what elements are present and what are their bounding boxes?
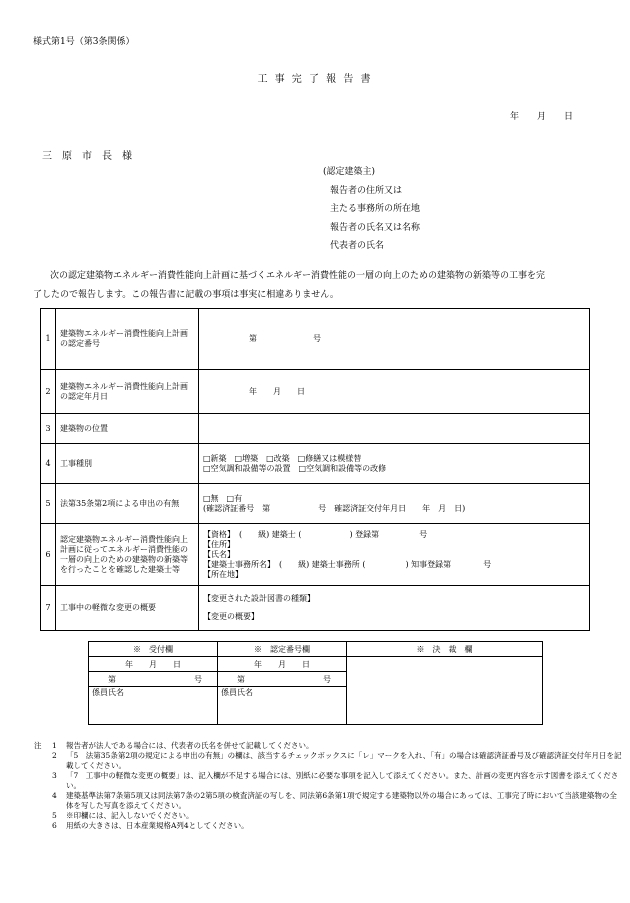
cert-number: 第 号	[218, 672, 347, 687]
row-value: □新築 □増築 □改築 □修繕又は模様替 □空気調和設備等の設置 □空気調和設備等の改修	[199, 444, 590, 484]
table-row	[41, 414, 590, 444]
form-label: 様式第1号（第3条関係）	[33, 37, 135, 47]
row-value: 【資格】 ( 級) 建築士 ( ) 登録第 号 【住所】 【氏名】 【建築士事務所名】 ( 級) 建築士事務所 ( ) 知事登録第 号 【所在地】	[199, 524, 590, 586]
receipt-date: 年 月 日	[89, 657, 218, 672]
note-text: 「7 工事中の軽微な変更の概要」は、記入欄が不足する場合には、別紙に必要な事項を記入して添えてください。また、計画の変更内容を示す図書を添えてください。	[66, 771, 619, 790]
row-label: 工事種別	[56, 444, 199, 484]
row-number: 4	[41, 444, 56, 484]
table-row	[41, 309, 590, 370]
row-value: 年 月 日	[199, 370, 590, 414]
row-number: 3	[41, 414, 56, 444]
receipt-number: 第 号	[89, 672, 218, 687]
table-row	[41, 444, 590, 484]
note-text: 建築基準法第7条第5項又は同法第7条の2第5項の検査済証の写しを、同法第6条第1項で規定する建築物以外の場合にあっては、工事完了時において当該建築物の全体を写した写真を添えてください。	[66, 791, 617, 810]
approval-area	[347, 657, 543, 725]
note-text: 報告者が法人である場合には、代表者の氏名を併せて記載してください。	[66, 741, 314, 750]
row-value: 【変更された設計図書の種類】 【変更の概要】	[199, 586, 590, 631]
note-text: 用紙の大きさは、日本産業規格A列4としてください。	[66, 821, 249, 830]
cert-number-header: ※ 認定番号欄	[218, 642, 347, 657]
notes: 注 1 報告者が法人である場合には、代表者の氏名を併せて記載してください。 2 「5 法第35条第2項の規定による申出の有無」の欄は、該当するチェックボックスに「レ」マークを入れ、「有」の場合は確認済証番号及び確認済証交付年月日を記載してください。 3 「7 工事中の軽微な変更の概要」は、記入欄が不足する場合には、別紙に必要な事項を記入して添えてください。また、計画の変更内容を示す図書を添えてください。 4 建築基準法第7条第5項又は同法第7条の2第5項の検査済証の写しを、同法第6条第1項で規定する建築物以外の場合にあっては、工事完了時において当該建築物の全体を写した写真を添えてください。 5 ※印欄には、記入しないでください。 6 用紙の大きさは、日本産業規格A列4としてください。	[34, 741, 622, 830]
report-table	[40, 308, 590, 631]
row-label: 建築物の位置	[56, 414, 199, 444]
applicant-line: 主たる事務所の所在地	[330, 204, 421, 214]
intro-line: 了したので報告します。この報告書に記載の事項は事実に相違ありません。	[33, 290, 339, 300]
row-number: 1	[41, 309, 56, 370]
row-label: 工事中の軽微な変更の概要	[56, 586, 199, 631]
row-label: 認定建築物エネルギー消費性能向上計画に従ってエネルギー消費性能の一層の向上のための建築物の新築等を行ったことを確認した建築士等	[56, 524, 199, 586]
approval-header: ※ 決 裁 欄	[347, 642, 543, 657]
receipt-header: ※ 受付欄	[89, 642, 218, 657]
applicant-line: 報告者の氏名又は名称	[330, 223, 421, 233]
row-value: □無 □有 (確認済証番号 第 号 確認済証交付年月日 年 月 日)	[199, 484, 590, 524]
note-text: 「5 法第35条第2項の規定による申出の有無」の欄は、該当するチェックボックスに「レ」マークを入れ、「有」の場合は確認済証番号及び確認済証交付年月日を記載してください。	[66, 751, 622, 770]
office-use-table	[88, 641, 543, 725]
row-number: 6	[41, 524, 56, 586]
table-row	[41, 524, 590, 586]
table-row	[41, 370, 590, 414]
row-label: 建築物エネルギー消費性能向上計画の認定年月日	[56, 370, 199, 414]
date-line: 年 月 日	[510, 112, 574, 122]
intro-line: 次の認定建築物エネルギー消費性能向上計画に基づくエネルギー消費性能の一層の向上のための建築物の新築等の工事を完	[50, 271, 546, 281]
row-number: 7	[41, 586, 56, 631]
notes-label: 注	[34, 741, 42, 750]
addressee: 三 原 市 長 様	[42, 151, 132, 162]
applicant-line: 報告者の住所又は	[330, 186, 403, 196]
page-title: 工 事 完 了 報 告 書	[257, 74, 373, 85]
row-value: 第 号	[199, 309, 590, 370]
row-value	[199, 414, 590, 444]
row-number: 5	[41, 484, 56, 524]
row-label: 法第35条第2項による申出の有無	[56, 484, 199, 524]
applicant-role: (認定建築主)	[323, 167, 376, 177]
row-label: 建築物エネルギー消費性能向上計画の認定番号	[56, 309, 199, 370]
note-text: ※印欄には、記入しないでください。	[66, 811, 194, 820]
receipt-staff: 係員氏名	[89, 687, 218, 725]
row-number: 2	[41, 370, 56, 414]
table-row	[41, 484, 590, 524]
applicant-line: 代表者の氏名	[330, 241, 385, 251]
cert-date: 年 月 日	[218, 657, 347, 672]
cert-staff: 係員氏名	[218, 687, 347, 725]
table-row	[41, 586, 590, 631]
